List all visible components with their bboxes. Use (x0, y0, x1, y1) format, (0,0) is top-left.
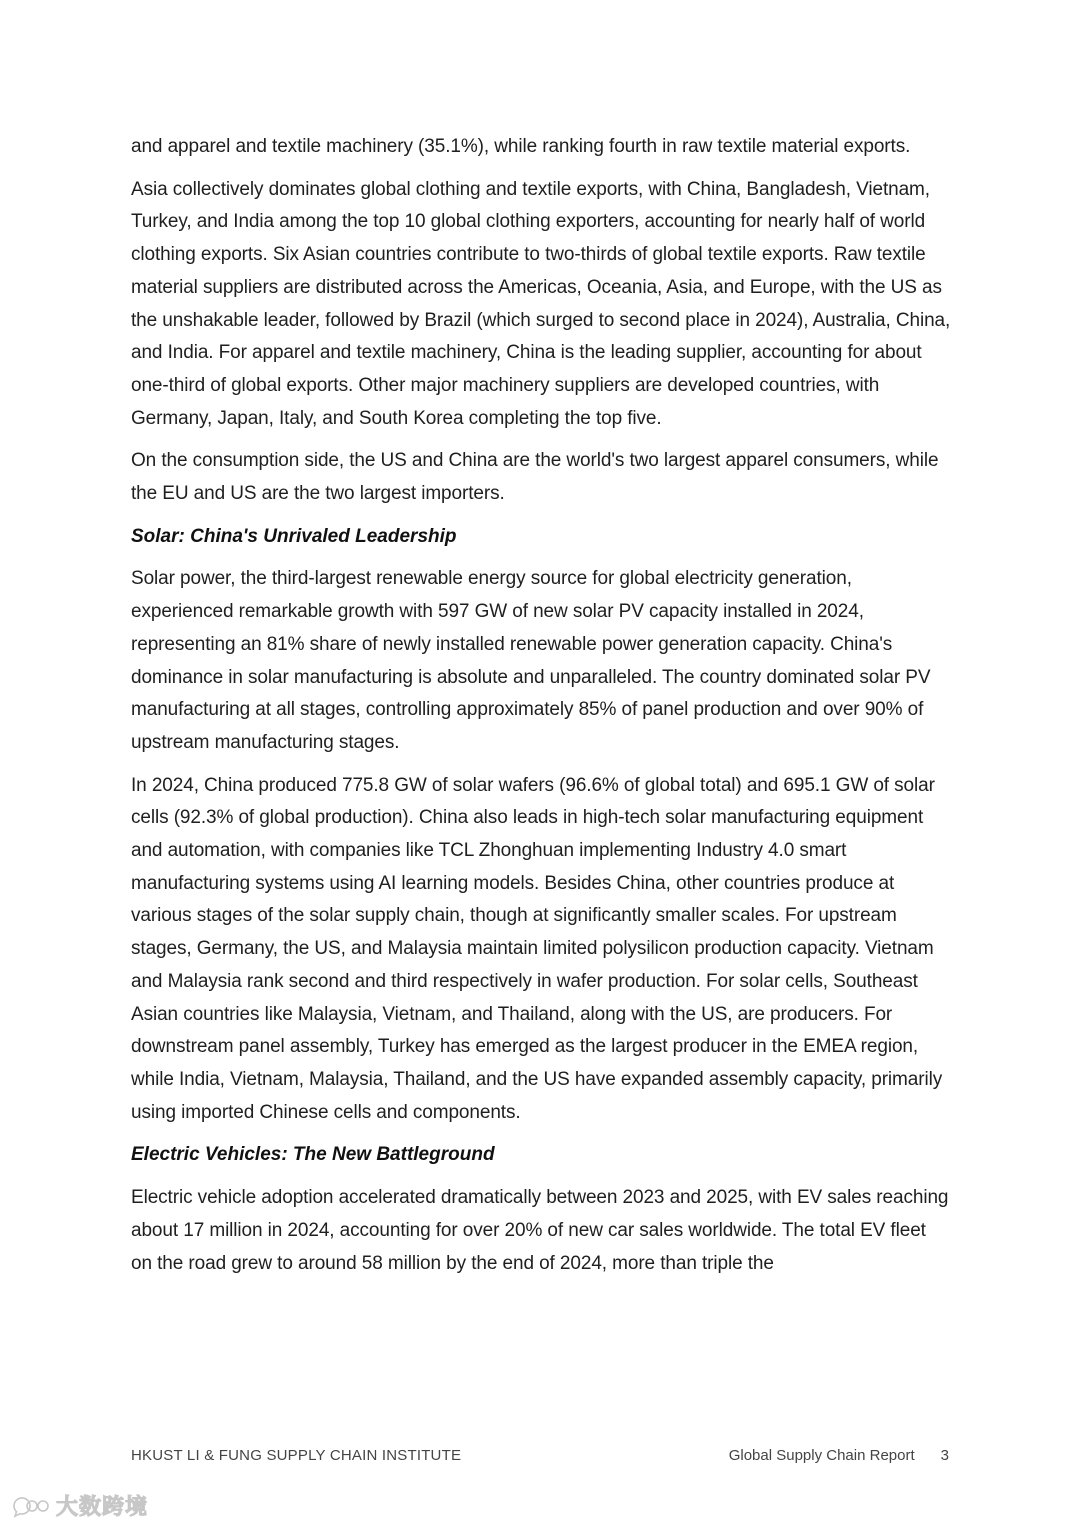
chat-bubble-icon (10, 1494, 50, 1518)
footer-report-info (729, 1447, 949, 1464)
watermark (10, 1490, 148, 1521)
paragraph-asia-exports: Asia collectively dominates global clothing and textile exports, with China, Bangladesh, Vietnam, Turkey, and India among the top 10 global clothing exporters, accounting for nearly half of world clothing exports. Six Asian countries contribute to two-thirds of global textile exports. Raw textile material suppliers are distributed across the Americas, Oceania, Asia, and Europe, with the US as the unshakable leader, followed by Brazil (which surged to second place in 2024), Australia, China, and India. For apparel and textile machinery, China is the leading supplier, accounting for about one-third of global exports. Other major machinery suppliers are developed countries, with Germany, Japan, Italy, and South Korea completing the top five. (131, 178, 951, 429)
footer-report-title: Global Supply Chain Report (728, 1447, 915, 1464)
watermark-text: 大数跨境 (56, 1495, 149, 1520)
paragraph-solar-production: In 2024, China produced 775.8 GW of solar wafers (96.6% of global total) and 695.1 GW of solar cells (92.3% of global production). China also leads in high-tech solar manufacturing equipment and automation, with companies like TCL Zhonghuan implementing Industry 4.0 smart manufacturing systems using AI learning models. Besides China, other countries produce at various stages of the solar supply chain, though at significantly smaller scales. For upstream stages, Germany, the US, and Malaysia maintain limited polysilicon production capacity. Vietnam and Malaysia rank second and third respectively in wafer production. For solar cells, Southeast Asian countries like Malaysia, Vietnam, and Thailand, along with the US, are producers. For downstream panel assembly, Turkey has emerged as the largest producer in the EMEA region, while India, Vietnam, Malaysia, Thailand, and the US have expanded assembly capacity, primarily using imported Chinese cells and components. (131, 774, 943, 1123)
page-number: 3 (940, 1447, 949, 1464)
section-heading-solar: Solar: China's Unrivaled Leadership (131, 525, 457, 547)
paragraph-ev-adoption: Electric vehicle adoption accelerated dramatically between 2023 and 2025, with EV sales reaching about 17 million in 2024, accounting for over 20% of new car sales worldwide. The total EV fleet on the road grew to around 58 million by the end of 2024, more than triple the (131, 1187, 949, 1274)
paragraph-solar-growth: Solar power, the third-largest renewable energy source for global electricity generation, experienced remarkable growth with 597 GW of new solar PV capacity installed in 2024, representing an 81% share of newly installed renewable power generation capacity. China's dominance in solar manufacturing is absolute and unparalleled. The country dominated solar PV manufacturing at all stages, controlling approximately 85% of panel production and over 90% of upstream manufacturing stages. (131, 568, 931, 753)
document-body (131, 131, 951, 1290)
footer-institute: HKUST LI & FUNG SUPPLY CHAIN INSTITUTE (131, 1447, 462, 1464)
paragraph-consumption: On the consumption side, the US and China are the world's two largest apparel consumers, while the EU and US are the two largest importers. (131, 450, 939, 505)
section-heading-ev: Electric Vehicles: The New Battleground (131, 1144, 495, 1166)
paragraph-textile-continued: and apparel and textile machinery (35.1%), while ranking fourth in raw textile material exports. (131, 136, 911, 157)
